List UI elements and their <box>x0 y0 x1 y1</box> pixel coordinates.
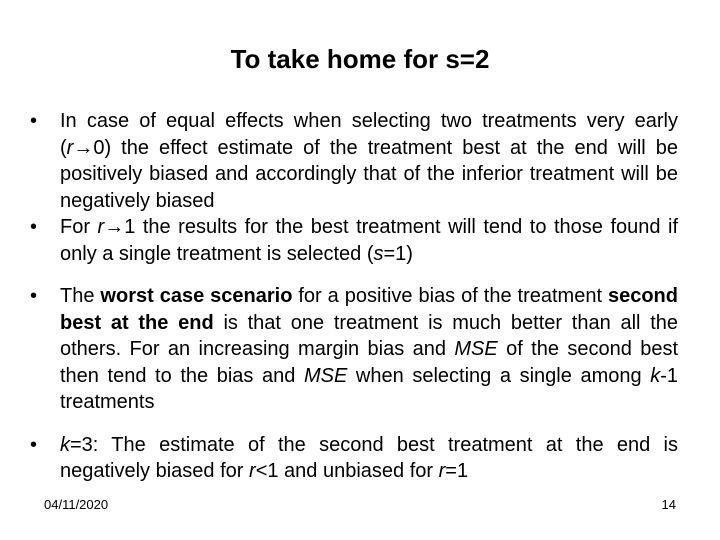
bullet-item <box>30 214 678 267</box>
italic-text: k <box>650 364 661 387</box>
italic-text: k <box>60 433 70 456</box>
text-run: for a positive bias of the treatment <box>292 285 608 307</box>
italic-text: s <box>373 242 384 265</box>
bullet-item <box>30 108 678 214</box>
slide-title: To take home for s=2 <box>230 44 490 74</box>
bullet-list <box>30 108 678 485</box>
text-run: →1 the results for the best treatment will tend to those found if only a single treatment is selected ( <box>60 216 679 265</box>
bullet-text <box>60 110 678 212</box>
bullet-text <box>60 216 678 265</box>
text-run: =1) <box>383 242 413 265</box>
text-run: of the second best then tend to the bias and <box>60 338 678 387</box>
bullet-text <box>60 285 678 413</box>
bullet-item <box>30 432 678 485</box>
bullet-marker: • <box>30 433 38 456</box>
text-run: <1 and unbiased for <box>255 460 439 482</box>
italic-text: MSE <box>303 364 348 387</box>
italic-text: r <box>438 460 446 482</box>
text-run: =3: The estimate of the second best treatment at the end is negatively biased for <box>60 433 678 482</box>
text-run: The <box>60 285 101 307</box>
text-run: -1 treatments <box>60 364 678 413</box>
page-number: 14 <box>661 497 676 512</box>
italic-text: r <box>97 216 105 238</box>
text-run: →0) the effect estimate of the treatment best at the end will be positively biased and accordingly that of the inferior treatment will be negatively biased <box>60 136 678 212</box>
text-run: =1 <box>445 460 469 482</box>
bullet-marker: • <box>30 216 38 238</box>
italic-text: r <box>66 136 74 159</box>
bullet-marker: • <box>30 110 38 132</box>
bullet-marker: • <box>30 285 38 307</box>
italic-text: MSE <box>454 338 498 360</box>
bold-text: worst case scenario <box>100 285 293 307</box>
bullet-text <box>60 434 678 483</box>
text-run: when selecting a single among <box>347 364 651 387</box>
footer-date: 04/11/2020 <box>44 497 109 512</box>
bold-text: second best at the end <box>60 285 678 334</box>
text-run: is that one treatment is much better than all the others. For an increasing margin bias and <box>60 311 679 360</box>
text-run: In case of equal effects when selecting two treatments very early ( <box>60 110 678 159</box>
text-run: For <box>60 216 98 238</box>
bullet-item <box>30 283 678 416</box>
italic-text: r <box>249 460 256 482</box>
spacer <box>30 416 678 432</box>
spacer <box>30 267 678 283</box>
